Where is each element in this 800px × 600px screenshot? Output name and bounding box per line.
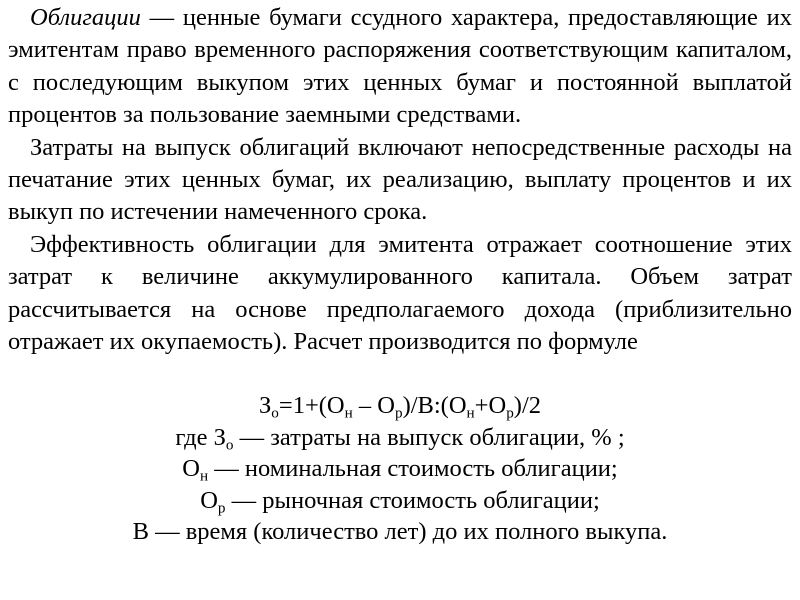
legend-text: — рыночная стоимость облигации; — [225, 486, 600, 514]
formula-part: =1+(О — [278, 392, 345, 420]
legend-sub: о — [225, 436, 234, 454]
paragraph-issue-costs — [8, 132, 792, 229]
formula-part: )/2 — [513, 392, 541, 420]
paragraph-text: Эффективность облигации для эмитента отражает соотношение этих затрат к величине аккумулированного капитала. Объем затрат рассчитывается на основе предполагаемого дохода (приблизительно отражает их окупаемость). Расчет производится по формуле — [8, 230, 792, 356]
paragraph-text: Затраты на выпуск облигаций включают непосредственные расходы на печатание этих ценных бумаг, их реализацию, выплату процентов и их выкуп по истечении намеченного срока. — [8, 133, 792, 226]
formula-part: – О — [352, 392, 395, 420]
legend-text: В — время (количество лет) до их полного выкупа. — [132, 518, 668, 546]
legend-line-or — [8, 485, 792, 517]
formula-sub: н — [344, 404, 353, 422]
legend-prefix: где — [175, 423, 214, 451]
formula-sub: н — [466, 404, 475, 422]
legend-sub: н — [199, 467, 209, 485]
paragraph-efficiency — [8, 229, 792, 359]
formula — [8, 390, 792, 422]
paragraph-text: — ценные бумаги ссудного характера, предоставляющие их эмитентам право временного распоряжения соответствующим капиталом, с последующим выкупом этих ценных бумаг и постоянной выплатой процентов за пользование заемными средствами. — [8, 4, 792, 129]
formula-sub: о — [271, 404, 279, 422]
term-bonds: Облигации — [30, 4, 141, 31]
legend-text: — номинальная стоимость облигации; — [208, 455, 618, 483]
legend-symbol: З — [213, 423, 226, 451]
formula-sub: р — [394, 404, 403, 422]
formula-block — [8, 390, 792, 548]
legend-symbol: О — [182, 455, 200, 483]
paragraph-bonds-definition — [8, 2, 792, 132]
formula-sub: р — [506, 404, 514, 422]
formula-symbol-z: З — [259, 392, 272, 420]
legend-line-zo — [8, 422, 792, 454]
legend-line-on — [8, 453, 792, 485]
legend-sub: р — [217, 499, 226, 517]
legend-text: — затраты на выпуск облигации, % ; — [233, 423, 625, 451]
formula-part: )/В:(О — [402, 392, 467, 420]
legend-line-v — [8, 516, 792, 548]
legend-symbol: О — [200, 486, 218, 514]
formula-part: +О — [474, 392, 507, 420]
